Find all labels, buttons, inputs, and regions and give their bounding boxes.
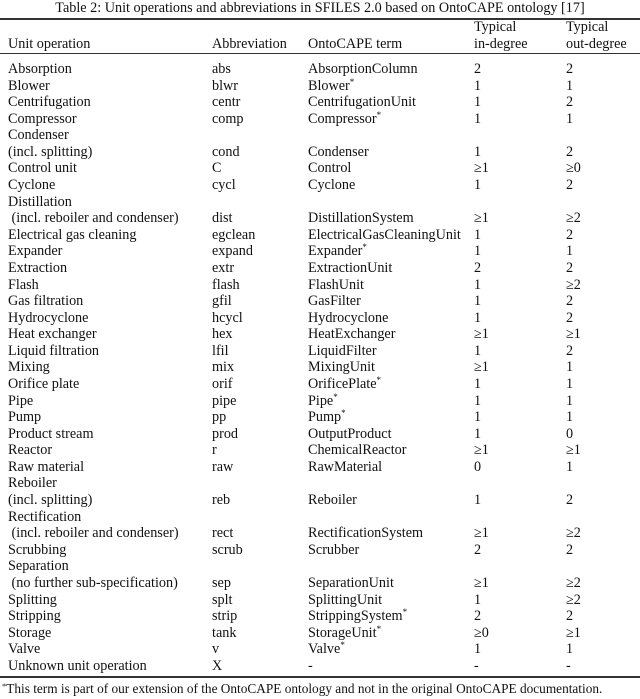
- abbreviation-cell: cond: [212, 143, 240, 160]
- extension-mark: *: [340, 640, 345, 651]
- table-row: [0, 310, 640, 327]
- unit-operation-line: Extraction: [8, 259, 68, 276]
- ontocape-term-text: Cyclone: [308, 177, 356, 194]
- header-rule: [0, 53, 640, 54]
- ontocape-term-cell: [308, 625, 381, 642]
- ontocape-term-cell: [308, 243, 367, 260]
- ontocape-term-text: RawMaterial: [308, 458, 383, 475]
- extension-mark: *: [402, 607, 408, 618]
- bottom-rule: [0, 676, 640, 678]
- out-degree-cell: 1: [566, 110, 574, 127]
- out-degree-cell: ≥2: [566, 574, 581, 591]
- ontocape-term-cell: [308, 492, 357, 509]
- extension-mark: *: [376, 623, 382, 634]
- table-row: [0, 509, 640, 542]
- out-degree-cell: 0: [566, 425, 574, 442]
- unit-operation-line: Gas filtration: [8, 293, 84, 310]
- table-row: [0, 658, 640, 675]
- ontocape-term-text: CentrifugationUnit: [308, 94, 416, 111]
- ontocape-term-cell: [308, 277, 364, 294]
- in-degree-cell: 1: [474, 641, 482, 658]
- in-degree-cell: ≥0: [474, 624, 489, 641]
- unit-operation-line: Compressor: [8, 110, 77, 127]
- out-degree-cell: 2: [566, 94, 574, 111]
- table-body: [0, 61, 640, 674]
- in-degree-cell: ≥1: [474, 210, 489, 227]
- extension-mark: *: [362, 242, 367, 253]
- unit-operation-line: Storage: [8, 624, 52, 641]
- unit-operation-line: Stripping: [8, 608, 61, 625]
- ontocape-term-cell: [308, 575, 394, 592]
- out-degree-cell: 2: [566, 309, 574, 326]
- unit-operation-line: Distillation: [8, 193, 72, 210]
- ontocape-term-text: Hydrocyclone: [308, 309, 389, 326]
- in-degree-cell: 2: [474, 608, 482, 625]
- unit-operation-line: Control unit: [8, 160, 77, 177]
- abbreviation-cell: hex: [212, 326, 233, 343]
- in-degree-cell: 1: [474, 309, 482, 326]
- unit-operation-line: Rectification: [8, 508, 82, 525]
- ontocape-term-text: Condenser: [308, 143, 369, 160]
- out-degree-cell: ≥1: [566, 442, 581, 459]
- ontocape-term-cell: [308, 376, 381, 393]
- ontocape-term-text: Control: [308, 160, 352, 177]
- unit-operation-line: Reactor: [8, 442, 53, 459]
- ontocape-term-cell: [308, 608, 407, 625]
- table-row: [0, 608, 640, 625]
- table-row: [0, 277, 640, 294]
- unit-operation-line: Blower: [8, 77, 50, 94]
- extension-mark: *: [376, 109, 382, 120]
- in-degree-cell: 1: [474, 143, 482, 160]
- unit-operation-line: Cyclone: [8, 177, 56, 194]
- in-degree-cell: 1: [474, 293, 482, 310]
- unit-operation-line: Unknown unit operation: [8, 657, 147, 674]
- out-degree-cell: 1: [566, 392, 574, 409]
- table-row: [0, 293, 640, 310]
- abbreviation-cell: mix: [212, 359, 235, 376]
- abbreviation-cell: centr: [212, 94, 241, 111]
- table-row: [0, 442, 640, 459]
- abbreviation-cell: C: [212, 160, 222, 177]
- ontocape-term-cell: [308, 409, 346, 426]
- ontocape-term-text: HeatExchanger: [308, 326, 396, 343]
- unit-operation-line: Absorption: [8, 61, 72, 77]
- unit-operation-line: (incl. reboiler and condenser): [8, 210, 179, 227]
- out-degree-cell: 1: [566, 641, 574, 658]
- ontocape-term-cell: [308, 61, 418, 78]
- unit-operation-line: Heat exchanger: [8, 326, 97, 343]
- ontocape-term-cell: [308, 260, 392, 277]
- ontocape-term-text: Blower: [308, 77, 350, 94]
- out-degree-cell: 2: [566, 259, 574, 276]
- in-degree-cell: 1: [474, 342, 482, 359]
- extension-mark: *: [349, 76, 355, 87]
- table-caption: Table 2: Unit operations and abbreviations in SFILES 2.0 based on OntoCAPE ontology [17]: [55, 0, 585, 16]
- table-row: [0, 111, 640, 128]
- header-unit-operation: Unit operation: [8, 36, 91, 52]
- out-degree-cell: ≥2: [566, 210, 581, 227]
- unit-operation-line: Liquid filtration: [8, 342, 100, 359]
- ontocape-term-text: Pipe: [308, 392, 334, 409]
- table-row: [0, 426, 640, 443]
- ontocape-term-cell: [308, 343, 377, 360]
- unit-operation-line: Raw material: [8, 458, 85, 475]
- out-degree-cell: 1: [566, 409, 574, 426]
- ontocape-term-cell: [308, 210, 414, 227]
- out-degree-cell: 2: [566, 342, 574, 359]
- unit-operation-line: (incl. splitting): [8, 492, 93, 509]
- abbreviation-cell: gfil: [212, 293, 232, 310]
- in-degree-cell: ≥1: [474, 160, 489, 177]
- extension-mark: *: [376, 374, 382, 385]
- ontocape-term-cell: [308, 641, 345, 658]
- unit-operation-line: Hydrocyclone: [8, 309, 89, 326]
- table-row: [0, 393, 640, 410]
- ontocape-term-cell: [308, 144, 369, 161]
- abbreviation-cell: cycl: [212, 177, 236, 194]
- in-degree-cell: 1: [474, 94, 482, 111]
- in-degree-cell: 1: [474, 425, 482, 442]
- in-degree-cell: ≥1: [474, 442, 489, 459]
- out-degree-cell: 2: [566, 608, 574, 625]
- in-degree-cell: 1: [474, 409, 482, 426]
- ontocape-term-cell: [308, 592, 382, 609]
- ontocape-term-text: ExtractionUnit: [308, 259, 393, 276]
- ontocape-term-text: ElectricalGasCleaningUnit: [308, 226, 461, 243]
- ontocape-term-text: LiquidFilter: [308, 342, 377, 359]
- in-degree-cell: 1: [474, 226, 482, 243]
- abbreviation-cell: v: [212, 641, 220, 658]
- table-row: [0, 409, 640, 426]
- unit-operation-line: Scrubbing: [8, 541, 67, 558]
- table-row: [0, 194, 640, 227]
- in-degree-cell: 2: [474, 541, 482, 558]
- abbreviation-cell: lfil: [212, 342, 229, 359]
- table-row: [0, 625, 640, 642]
- extension-mark: *: [333, 391, 338, 402]
- table-row: [0, 243, 640, 260]
- ontocape-term-cell: [308, 310, 388, 327]
- in-degree-cell: 2: [474, 61, 482, 77]
- unit-operation-cell: [8, 658, 640, 675]
- table-row: [0, 641, 640, 658]
- ontocape-term-cell: [308, 459, 382, 476]
- out-degree-cell: 2: [566, 293, 574, 310]
- ontocape-term-text: GasFilter: [308, 293, 361, 310]
- footnote-text: This term is part of our extension of the OntoCAPE ontology and not in the original OntoCAPE documentation.: [6, 681, 603, 696]
- table-row: [0, 61, 640, 78]
- table-row: [0, 343, 640, 360]
- table-row: [0, 94, 640, 111]
- header-out-degree-1: Typical: [566, 19, 609, 35]
- ontocape-term-cell: [308, 227, 461, 244]
- out-degree-cell: 1: [566, 243, 574, 260]
- unit-operation-line: Splitting: [8, 591, 57, 608]
- out-degree-cell: 2: [566, 143, 574, 160]
- unit-operation-line: Mixing: [8, 359, 50, 376]
- ontocape-term-cell: [308, 542, 359, 559]
- abbreviation-cell: strip: [212, 608, 238, 625]
- out-degree-cell: 2: [566, 226, 574, 243]
- table-row: [0, 359, 640, 376]
- out-degree-cell: 2: [566, 541, 574, 558]
- table-row: [0, 260, 640, 277]
- unit-operation-line: Orifice plate: [8, 375, 80, 392]
- table-row: [0, 592, 640, 609]
- unit-operation-line: Product stream: [8, 425, 94, 442]
- table-row: [0, 78, 640, 95]
- abbreviation-cell: pp: [212, 409, 227, 426]
- abbreviation-cell: rect: [212, 525, 234, 542]
- abbreviation-cell: sep: [212, 574, 231, 591]
- ontocape-term-cell: [308, 111, 381, 128]
- unit-operation-line: Centrifugation: [8, 94, 91, 111]
- ontocape-term-text: DistillationSystem: [308, 210, 414, 227]
- in-degree-cell: 1: [474, 375, 482, 392]
- table-row: [0, 558, 640, 591]
- header-ontocape-term: OntoCAPE term: [308, 36, 403, 52]
- ontocape-term-text: OutputProduct: [308, 425, 392, 442]
- ontocape-term-cell: [308, 177, 355, 194]
- in-degree-cell: ≥1: [474, 326, 489, 343]
- abbreviation-cell: comp: [212, 110, 244, 127]
- ontocape-term-cell: [308, 326, 395, 343]
- abbreviation-cell: blwr: [212, 77, 239, 94]
- out-degree-cell: 2: [566, 61, 574, 77]
- ontocape-term-text: Scrubber: [308, 541, 360, 558]
- table-row: [0, 227, 640, 244]
- abbreviation-cell: pipe: [212, 392, 237, 409]
- in-degree-cell: 1: [474, 492, 482, 509]
- unit-operation-line: Flash: [8, 276, 39, 293]
- unit-operation-line: Expander: [8, 243, 63, 260]
- in-degree-cell: -: [474, 657, 479, 674]
- footnote: [2, 681, 602, 697]
- ontocape-term-text: Reboiler: [308, 492, 357, 509]
- abbreviation-cell: scrub: [212, 541, 243, 558]
- abbreviation-cell: raw: [212, 458, 234, 475]
- extension-mark: *: [341, 408, 346, 419]
- out-degree-cell: ≥2: [566, 591, 581, 608]
- ontocape-term-text: AbsorptionColumn: [308, 61, 418, 77]
- table-row: [0, 326, 640, 343]
- footnote-mark: *: [2, 681, 7, 691]
- abbreviation-cell: reb: [212, 492, 231, 509]
- abbreviation-cell: expand: [212, 243, 253, 260]
- table-row: [0, 475, 640, 508]
- ontocape-term-text: ChemicalReactor: [308, 442, 407, 459]
- ontocape-term-cell: [308, 293, 361, 310]
- in-degree-cell: 1: [474, 110, 482, 127]
- out-degree-cell: 2: [566, 177, 574, 194]
- ontocape-term-cell: [308, 442, 406, 459]
- ontocape-term-text: FlashUnit: [308, 276, 364, 293]
- out-degree-cell: ≥0: [566, 160, 581, 177]
- table-row: [0, 160, 640, 177]
- table-row: [0, 459, 640, 476]
- ontocape-term-cell: [308, 393, 338, 410]
- out-degree-cell: ≥1: [566, 326, 581, 343]
- in-degree-cell: 0: [474, 458, 482, 475]
- header-abbreviation: Abbreviation: [212, 36, 287, 52]
- ontocape-term-text: Compressor: [308, 110, 377, 127]
- abbreviation-cell: abs: [212, 61, 231, 77]
- in-degree-cell: 1: [474, 591, 482, 608]
- ontocape-term-cell: [308, 160, 351, 177]
- table-row: [0, 127, 640, 160]
- ontocape-term-text: Valve: [308, 641, 341, 658]
- unit-operation-line: Pipe: [8, 392, 34, 409]
- table-row: [0, 542, 640, 559]
- abbreviation-cell: prod: [212, 425, 239, 442]
- unit-operation-line: Electrical gas cleaning: [8, 226, 137, 243]
- out-degree-cell: 1: [566, 375, 574, 392]
- ontocape-term-cell: [308, 78, 354, 95]
- unit-operation-line: Condenser: [8, 127, 69, 144]
- out-degree-cell: ≥1: [566, 624, 581, 641]
- abbreviation-cell: X: [212, 657, 223, 674]
- out-degree-cell: 1: [566, 77, 574, 94]
- in-degree-cell: ≥1: [474, 525, 489, 542]
- unit-operation-line: Separation: [8, 558, 69, 575]
- ontocape-term-text: Expander: [308, 243, 363, 260]
- ontocape-term-text: SplittingUnit: [308, 591, 383, 608]
- ontocape-term-text: Pump: [308, 409, 342, 426]
- ontocape-term-text: MixingUnit: [308, 359, 376, 376]
- out-degree-cell: ≥2: [566, 525, 581, 542]
- ontocape-term-text: OrificePlate: [308, 375, 377, 392]
- abbreviation-cell: tank: [212, 624, 237, 641]
- in-degree-cell: 1: [474, 276, 482, 293]
- abbreviation-cell: extr: [212, 259, 235, 276]
- in-degree-cell: ≥1: [474, 574, 489, 591]
- unit-operation-line: (incl. splitting): [8, 143, 93, 160]
- abbreviation-cell: orif: [212, 375, 233, 392]
- unit-operation-line: (incl. reboiler and condenser): [8, 525, 179, 542]
- unit-operation-line: Reboiler: [8, 475, 57, 492]
- ontocape-term-text: RectificationSystem: [308, 525, 424, 542]
- in-degree-cell: 2: [474, 259, 482, 276]
- out-degree-cell: 2: [566, 492, 574, 509]
- ontocape-term-text: StrippingSystem: [308, 608, 403, 625]
- unit-operation-line: (no further sub-specification): [8, 574, 178, 591]
- in-degree-cell: 1: [474, 177, 482, 194]
- out-degree-cell: 1: [566, 458, 574, 475]
- abbreviation-cell: flash: [212, 276, 240, 293]
- ontocape-term-text: StorageUnit: [308, 624, 377, 641]
- in-degree-cell: 1: [474, 77, 482, 94]
- out-degree-cell: ≥2: [566, 276, 581, 293]
- abbreviation-cell: egclean: [212, 226, 256, 243]
- header-in-degree-2: in-degree: [474, 36, 528, 52]
- unit-operation-line: Pump: [8, 409, 42, 426]
- abbreviation-cell: hcycl: [212, 309, 243, 326]
- table-row: [0, 376, 640, 393]
- unit-operation-line: Valve: [8, 641, 41, 658]
- header-out-degree-2: out-degree: [566, 36, 627, 52]
- ontocape-term-text: -: [308, 657, 313, 674]
- abbreviation-cell: dist: [212, 210, 233, 227]
- in-degree-cell: 1: [474, 243, 482, 260]
- abbreviation-cell: r: [212, 442, 217, 459]
- in-degree-cell: 1: [474, 392, 482, 409]
- ontocape-term-text: SeparationUnit: [308, 574, 394, 591]
- header-in-degree-1: Typical: [474, 19, 517, 35]
- ontocape-term-cell: [308, 426, 392, 443]
- in-degree-cell: ≥1: [474, 359, 489, 376]
- table-row: [0, 177, 640, 194]
- ontocape-term-cell: [308, 359, 375, 376]
- out-degree-cell: 1: [566, 359, 574, 376]
- table-header: [0, 19, 640, 53]
- out-degree-cell: -: [566, 657, 571, 674]
- ontocape-term-cell: [308, 658, 313, 675]
- ontocape-term-cell: [308, 94, 416, 111]
- ontocape-term-cell: [308, 525, 423, 542]
- abbreviation-cell: splt: [212, 591, 233, 608]
